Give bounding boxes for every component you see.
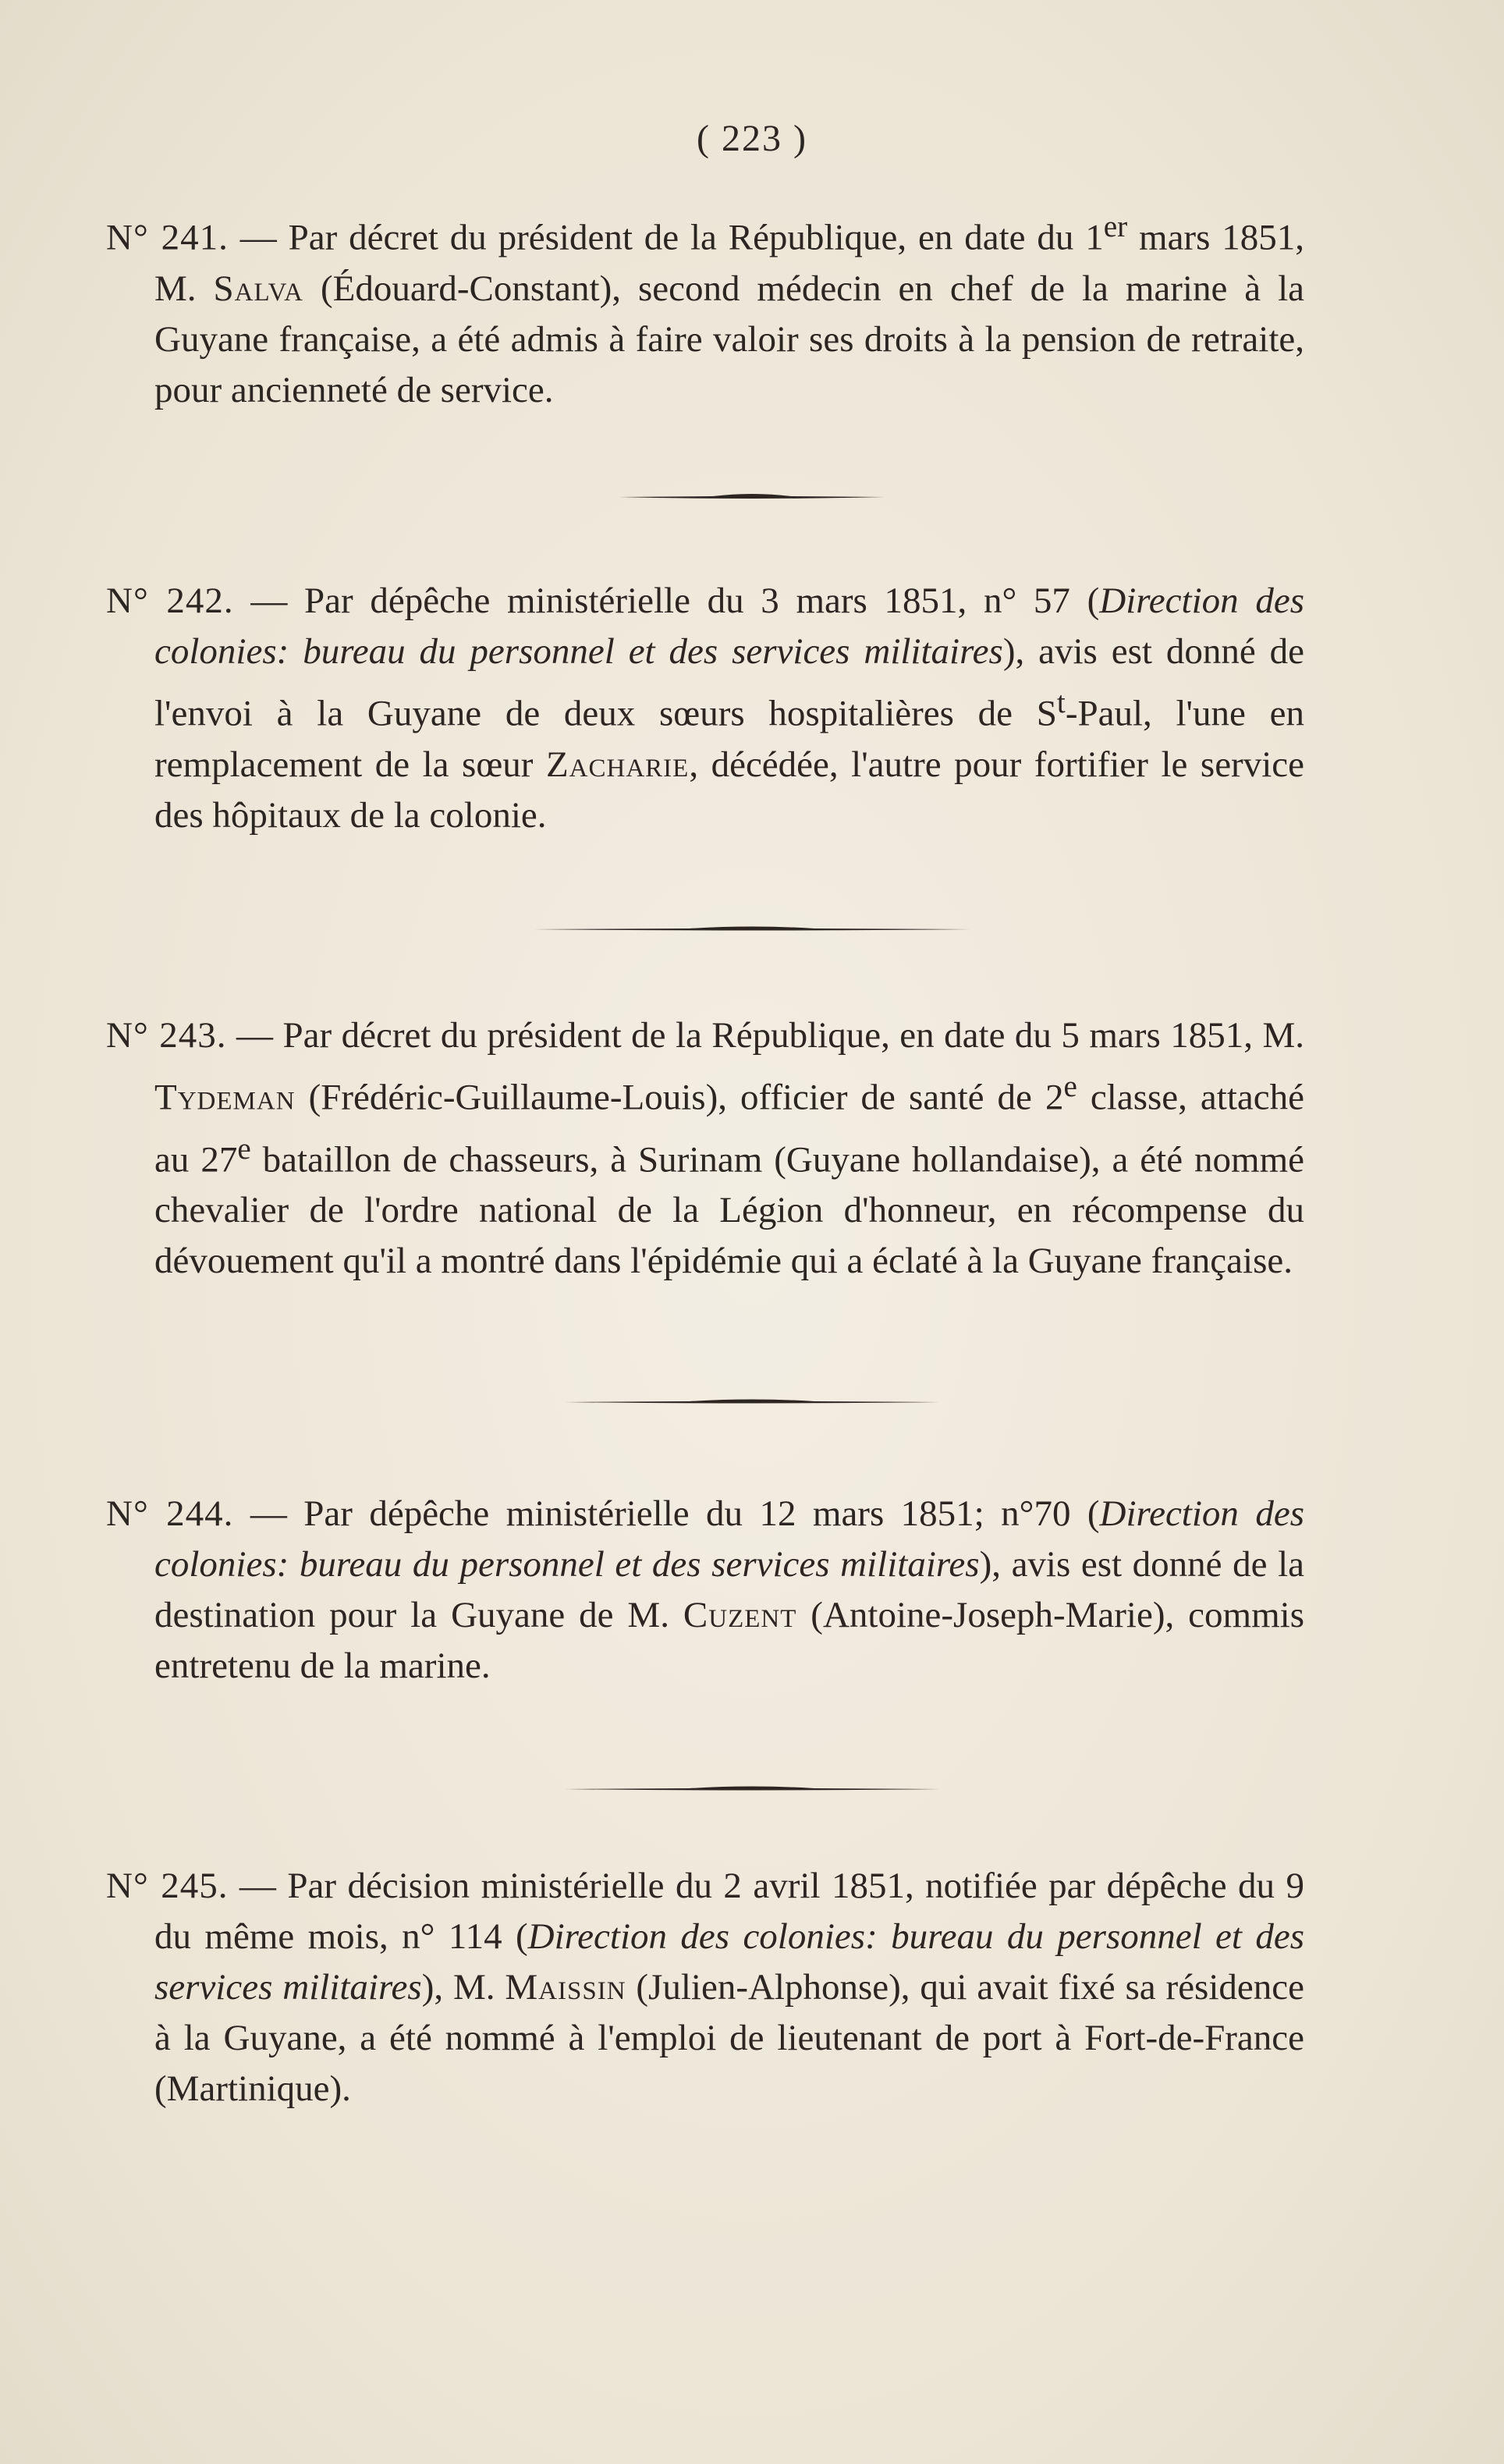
page-number: ( 223 ) [697,118,807,159]
entry-text: — Par décret du président de la République, en date du 1 [239,217,1104,258]
entry-number: N° 244. [106,1493,234,1534]
entry-241 [106,201,1304,416]
entry-paragraph [106,576,1304,841]
entry-text: ), M. [421,1967,505,2008]
entry-text: (Édouard-Constant), second médecin en chef de la marine à la Guyane française, a été admis à faire valoir ses droits à la pension de retraite, pour ancienneté de service. [154,268,1304,410]
entry-text: bataillon de chasseurs, à Surinam (Guyane hollandaise), a été nommé chevalier de l'ordre national de la Légion d'honneur, en récompense du dévouement qu'il a montré dans l'épidémie qui a éclaté à la Guyane française. [154,1139,1304,1282]
entry-text: (Antoine-Joseph-Marie), commis entretenu de la marine. [154,1595,1304,1686]
italic-reference: Direction des colonies: bureau du personnel et des services militaires [154,1916,1305,2008]
entry-number: N° 243. [106,1015,227,1056]
section-divider [0,924,1504,935]
person-name: Salva [213,268,304,309]
entry-text: ), avis est donné de la destination pour la Guyane de M. [154,1544,1305,1635]
person-name: Tydeman [154,1077,296,1118]
entry-245 [106,1861,1304,2114]
person-name: Cuzent [683,1595,797,1635]
entry-number: N° 242. [106,580,234,621]
entry-text: (Frédéric-Guillaume-Louis), officier de santé de 2 [295,1077,1064,1118]
entry-244 [106,1489,1304,1692]
italic-reference: Direction des colonies: bureau du personnel et des services militaires [154,1493,1304,1585]
section-divider [0,1397,1504,1408]
entry-text: -Paul, l'une en remplacement de la sœur [154,693,1304,785]
entry-text: , décédée, l'autre pour fortifier le service des hôpitaux de la colonie. [154,744,1304,836]
entry-number: N° 241. [106,217,229,258]
italic-reference: Direction des colonies: bureau du personnel et des services militaires [154,580,1304,672]
entry-paragraph [106,201,1304,416]
entry-242 [106,576,1304,841]
entry-text: — Par décision ministérielle du 2 avril 1851, notifiée par dépêche du 9 du même mois, n° 114 ( [154,1866,1305,1957]
entry-text: (Julien-Alphonse), qui avait fixé sa résidence à la Guyane, a été nommé à l'emploi de lieutenant de port à Fort-de-France (Martinique). [154,1967,1304,2109]
entry-text: — Par dépêche ministérielle du 3 mars 1851, n° 57 ( [250,580,1100,621]
person-name: Zacharie [545,744,690,785]
entry-text: mars 1851, M. [154,217,1304,309]
section-divider [0,492,1504,502]
person-name: Maissin [505,1967,626,2008]
entry-text: — Par décret du président de la République, en date du 5 mars 1851, M. [236,1015,1305,1056]
entry-number: N° 245. [106,1866,229,1906]
superscript: er [1103,210,1128,243]
entry-paragraph [106,1861,1304,2114]
superscript: t [1056,686,1066,719]
entry-paragraph [106,1489,1304,1692]
entry-paragraph [106,1010,1304,1287]
section-divider [0,1784,1504,1795]
superscript: e [1063,1070,1077,1103]
entry-text: — Par dépêche ministérielle du 12 mars 1851; n°70 ( [250,1493,1100,1534]
superscript: e [237,1131,251,1166]
entry-text: classe, attaché au 27 [154,1077,1304,1181]
entry-243 [106,1010,1304,1287]
entry-text: ), avis est donné de l'envoi à la Guyane de deux sœurs hospitalières de S [154,631,1305,734]
